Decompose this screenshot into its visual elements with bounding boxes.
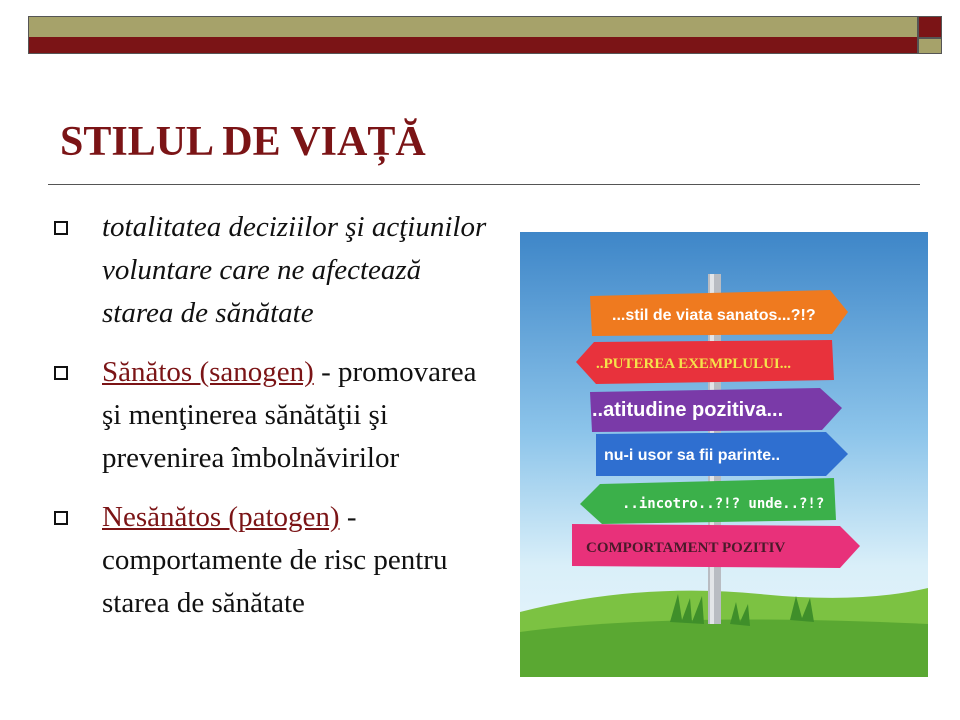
slide-title: STILUL DE VIAȚĂ — [60, 119, 426, 165]
sign-1-label: ...stil de viata sanatos...?!? — [612, 307, 816, 324]
header-bar-olive-stripe — [29, 17, 917, 37]
header-bar-maroon-stripe — [29, 37, 917, 53]
bullet-text: totalitatea deciziilor şi acţiunilor voluntare care ne afectează starea de sănătate — [102, 211, 487, 329]
square-bullet-icon — [54, 221, 68, 235]
sign-6-label: COMPORTAMENT POZITIV — [586, 540, 786, 556]
bullet-list — [48, 206, 498, 641]
signpost-illustration — [520, 232, 928, 677]
title-divider — [48, 184, 920, 185]
sign-3-label: ..atitudine pozitiva... — [592, 399, 784, 421]
sign-4-label: nu-i usor sa fii parinte.. — [604, 447, 781, 464]
signpost-svg — [520, 232, 928, 677]
bullet-term-link[interactable]: Nesănătos (patogen) — [102, 501, 340, 533]
bullet-term-link[interactable]: Sănătos (sanogen) — [102, 356, 314, 388]
bullet-text: - promovarea şi menţinerea sănătăţii şi prevenirea îmbolnăvirilor — [102, 356, 477, 474]
bullet-item-definition — [48, 206, 498, 335]
header-corner-square-top — [918, 16, 942, 38]
square-bullet-icon — [54, 366, 68, 380]
header-corner-square-bottom — [918, 38, 942, 54]
bullet-item-healthy — [48, 351, 498, 480]
bullet-text: - comportamente de risc pentru starea de sănătate — [102, 501, 448, 619]
grass-foreground — [520, 620, 928, 678]
square-bullet-icon — [54, 511, 68, 525]
header-decorative-bar — [28, 16, 918, 54]
bullet-item-unhealthy — [48, 496, 498, 625]
sign-5-label: ..incotro..?!? unde..?!? — [622, 496, 825, 512]
sign-2-label: ..PUTEREA EXEMPLULUI... — [596, 356, 792, 372]
